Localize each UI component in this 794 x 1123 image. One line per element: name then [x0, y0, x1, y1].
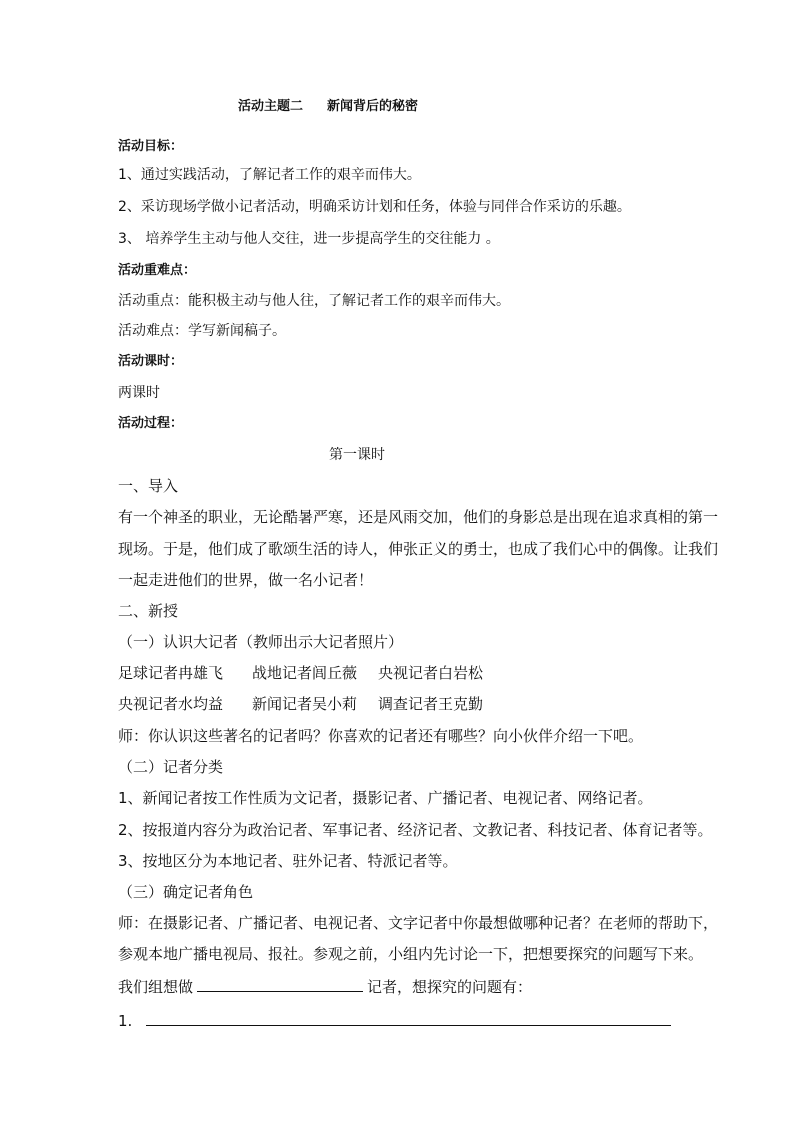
question-number: 1. — [118, 1012, 133, 1030]
intro-line-1: 有一个神圣的职业，无论酷暑严寒，还是风雨交加，他们的身影总是出现在追求真相的第一 — [118, 508, 719, 526]
hours-heading: 活动课时： — [118, 354, 184, 369]
new-heading: 二、新授 — [118, 602, 179, 620]
difficulty-hard: 活动难点：学写新闻稿子。 — [118, 323, 286, 339]
lesson-title: 第一课时 — [329, 447, 385, 463]
category-item-1: 1、新闻记者按工作性质为文记者，摄影记者、广播记者、电视记者、网络记者。 — [118, 789, 653, 807]
category-item-3: 3、按地区分为本地记者、驻外记者、特派记者等。 — [118, 852, 458, 870]
goal-item-2: 2、采访现场学做小记者活动，明确采访计划和任务，体验与同伴合作采访的乐趣。 — [118, 199, 631, 215]
fill-prefix: 我们组想做 — [118, 978, 194, 996]
goals-heading: 活动目标： — [118, 139, 184, 154]
difficulty-key: 活动重点：能积极主动与他人往，了解记者工作的艰辛而伟大。 — [118, 293, 510, 309]
title-theme: 活动主题二 — [238, 99, 304, 114]
reporter-name: 足球记者冉雄飞 — [118, 664, 224, 682]
question-1-blank[interactable] — [146, 1010, 671, 1026]
reporter-name: 央视记者水均益 — [118, 695, 224, 713]
sub-heading-2: （二）记者分类 — [118, 758, 224, 776]
reporters-row-1 — [118, 663, 483, 683]
question-1 — [118, 1010, 675, 1031]
intro-line-3: 一起走进他们的世界，做一名小记者！ — [118, 571, 374, 589]
role-line-1: 师：在摄影记者、广播记者、电视记者、文字记者中你最想做哪种记者？在老师的帮助下， — [118, 914, 719, 932]
reporter-type-blank[interactable] — [197, 976, 363, 992]
reporters-row-2 — [118, 694, 483, 714]
category-item-2: 2、按报道内容分为政治记者、军事记者、经济记者、文教记者、科技记者、体育记者等。 — [118, 821, 713, 839]
reporter-name: 新闻记者吴小莉 — [252, 695, 358, 713]
sub-heading-1: （一）认识大记者（教师出示大记者照片） — [118, 633, 404, 651]
fill-in-sentence — [118, 976, 532, 997]
reporter-name: 调查记者王克勤 — [378, 695, 484, 713]
process-heading: 活动过程： — [118, 416, 184, 431]
intro-heading: 一、导入 — [118, 477, 179, 495]
teacher-question: 师：你认识这些著名的记者吗？你喜欢的记者还有哪些？向小伙伴介绍一下吧。 — [118, 727, 644, 745]
reporter-name: 央视记者白岩松 — [378, 664, 484, 682]
intro-line-2: 现场。于是，他们成了歌颂生活的诗人，伸张正义的勇士，也成了我们心中的偶像。让我们 — [118, 540, 719, 558]
title-topic: 新闻背后的秘密 — [327, 99, 419, 114]
fill-suffix: 记者，想探究的问题有： — [367, 978, 533, 996]
role-line-2: 参观本地广播电视局、报社。参观之前，小组内先讨论一下，把想要探究的问题写下来。 — [118, 945, 704, 963]
hours-value: 两课时 — [118, 385, 160, 401]
document-title — [238, 97, 418, 117]
sub-heading-3: （三）确定记者角色 — [118, 883, 254, 901]
difficulty-heading: 活动重难点： — [118, 263, 197, 278]
goal-item-1: 1、通过实践活动，了解记者工作的艰辛而伟大。 — [118, 167, 421, 183]
reporter-name: 战地记者闾丘薇 — [252, 664, 358, 682]
goal-item-3: 3、 培养学生主动与他人交往，进一步提高学生的交往能力 。 — [118, 231, 500, 247]
